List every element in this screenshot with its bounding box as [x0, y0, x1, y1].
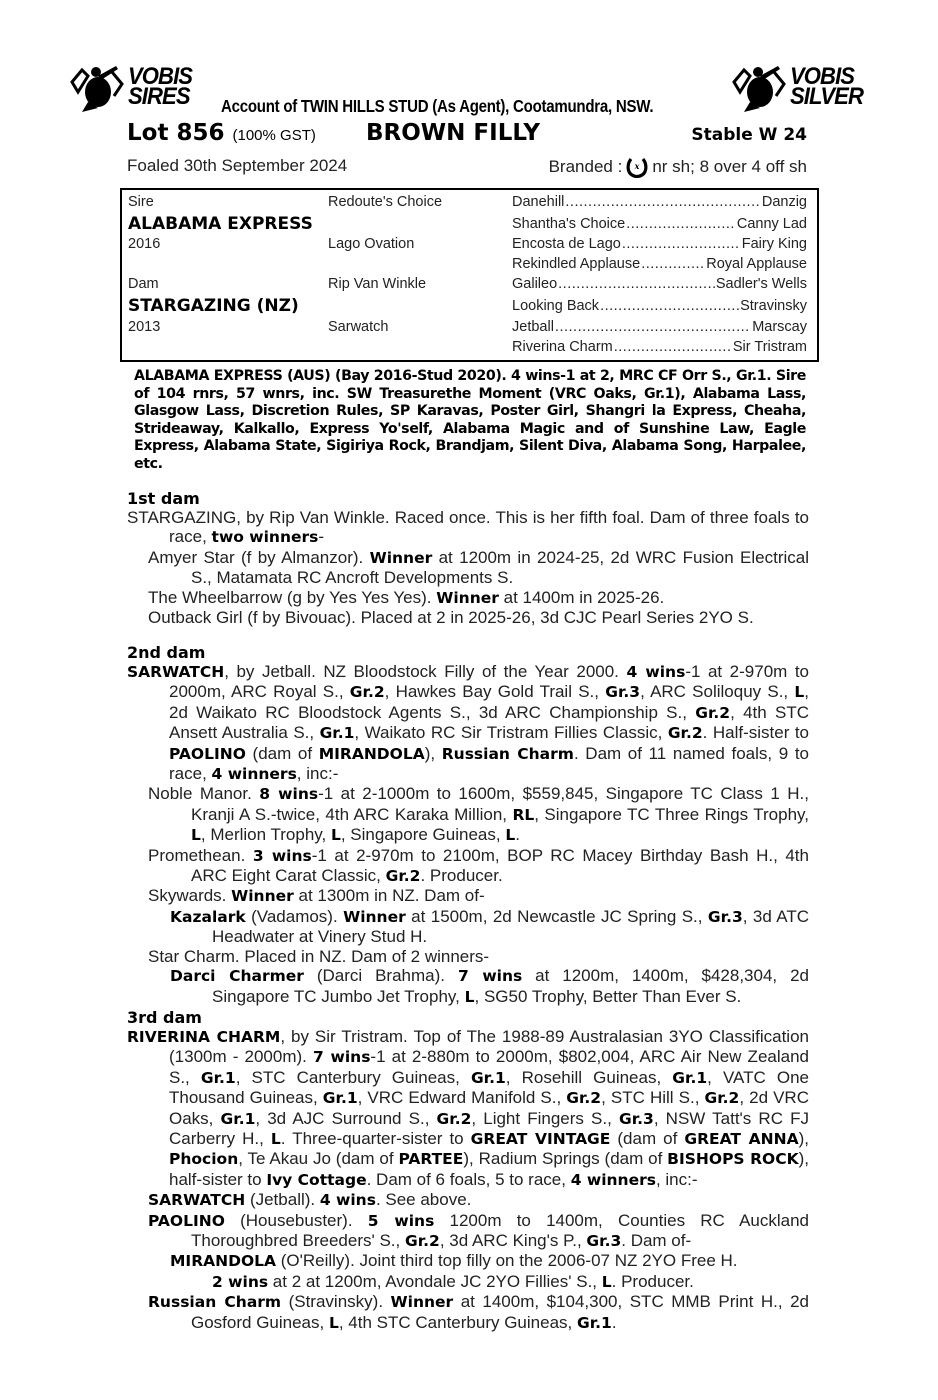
progeny-entry [127, 1292, 809, 1333]
gen3-row [512, 256, 807, 272]
text: at 1500m, 2d Newcastle JC Spring S., [405, 906, 708, 926]
text: . Three-quarter-sister to [280, 1129, 471, 1149]
result: Winner [390, 1293, 454, 1312]
winners-count: 4 winners [570, 1170, 656, 1189]
text: (Vadamos). [245, 906, 344, 926]
result: Winner [231, 887, 294, 906]
branded-label: Branded : [548, 157, 623, 176]
dam-intro [127, 1027, 809, 1190]
text: , 3d ATC Headwater at Vinery Stud H. [212, 906, 809, 947]
progeny-entry [127, 588, 809, 608]
leader-dots [555, 319, 751, 335]
grade: Gr.1 [470, 1068, 506, 1087]
gen3-row [512, 276, 807, 292]
lot-header [127, 118, 809, 150]
grade: Gr.3 [618, 1109, 654, 1128]
grade: Gr.2 [385, 867, 421, 886]
text: Noble Manor. [148, 784, 260, 804]
jockey-horse-icon [730, 62, 788, 112]
text: . Half-sister to [702, 723, 810, 743]
progeny-entry [127, 1190, 809, 1210]
text: . [611, 1312, 617, 1332]
progeny-entry [127, 1211, 809, 1252]
text: at 2 at 1200m, Avondale JC 2YO Fillies' S., [268, 1271, 602, 1291]
grade: L [330, 826, 341, 845]
result: Winner [436, 588, 499, 607]
text: , 2d Waikato RC Bloodstock Agents S., 3d ARC Championship S., [169, 682, 809, 722]
horse-name: Russian Charm [441, 744, 574, 763]
gen3-row [512, 236, 807, 252]
text: (Darci Brahma). [303, 966, 458, 986]
gen3-right: Marscay [752, 319, 807, 335]
jockey-horse-icon [68, 62, 126, 112]
progeny-entry [127, 886, 809, 906]
horse-name: PAOLINO [169, 744, 246, 763]
gen3-right: Stravinsky [740, 298, 807, 314]
progeny-entry [127, 947, 809, 966]
dam-name: STARGAZING (NZ) [128, 296, 299, 316]
text: ), Radium Springs (dam of [463, 1149, 668, 1169]
text: , Singapore Guineas, [340, 825, 506, 845]
lot-label: Lot 856 [127, 120, 225, 146]
gen3-left: Jetball [512, 319, 554, 335]
text: ), half-sister to [169, 1149, 810, 1189]
text: , Waikato RC Sir Tristram Fillies Classic, [354, 723, 668, 743]
grade: RL [512, 805, 535, 824]
horse-name: SARWATCH [148, 1191, 246, 1210]
text: -1 at 2-970m to 2000m, ARC Royal S., [169, 662, 810, 702]
text: Outback Girl (f by Bivouac). Placed at 2 in 2025-26, 3d CJC Pearl Series 2YO S. [148, 608, 754, 628]
text: . Producer. [420, 866, 503, 886]
gen3-row [512, 298, 807, 314]
grade: L [505, 826, 516, 845]
grade: Gr.2 [436, 1109, 472, 1128]
text: . Dam of 6 foals, 5 to race, [366, 1169, 571, 1189]
text: -1 at 2-1000m to 1600m, $559,845, Singapore TC Class 1 H., Kranji A S.-twice, 4th ARC Karaka Million, [191, 784, 809, 824]
gst-note: (100% GST) [232, 127, 316, 144]
lot-sex-colour: BROWN FILLY [366, 120, 541, 146]
foaled-date: Foaled 30th September 2024 [127, 156, 348, 175]
gen3-left: Danehill [512, 194, 565, 210]
horse-name: Kazalark [170, 907, 246, 926]
text: . Dam of 11 named foals, 9 to race, [169, 743, 810, 784]
gen3-right: Canny Lad [736, 216, 807, 232]
grade: L [270, 1130, 281, 1149]
text: , Rosehill Guineas, [505, 1067, 673, 1087]
section-heading: 3rd dam [127, 1008, 202, 1027]
text: , inc:- [296, 764, 339, 784]
gen3-right: Royal Applause [706, 256, 807, 272]
text: , ARC Soliloquy S., [640, 682, 795, 702]
text: ), [798, 1129, 809, 1149]
text: (dam of [245, 743, 319, 763]
gen3-left: Encosta de Lago [512, 236, 621, 252]
grade: L [464, 987, 475, 1006]
grand-progeny-entry [127, 907, 809, 947]
text: , Hawkes Bay Gold Trail S., [384, 682, 606, 702]
sire-year: 2016 [128, 236, 161, 252]
leader-dots [565, 194, 760, 210]
text: , Te Akau Jo (dam of [238, 1149, 399, 1169]
leader-dots [626, 216, 736, 232]
lot-number [127, 120, 316, 146]
horse-name: Phocion [169, 1150, 239, 1169]
grade: Gr.3 [605, 683, 641, 702]
dam-name: SARWATCH [127, 663, 225, 681]
grade: Gr.3 [586, 1232, 622, 1251]
vendor-account: Account of TWIN HILLS STUD (As Agent), Cootamundra, NSW. [221, 96, 654, 116]
gen3-row [512, 216, 807, 232]
gen3-row [512, 194, 807, 210]
grand-progeny-entry [127, 966, 809, 1007]
horse-name: Russian Charm [148, 1293, 282, 1312]
stable-location: Stable W 24 [691, 125, 807, 145]
vobis-silver-logo [730, 62, 869, 112]
sire-dam: Lago Ovation [328, 236, 415, 252]
winners-count: 4 winners [211, 765, 297, 784]
dam-sire: Rip Van Winkle [328, 276, 427, 292]
grade: Gr.1 [220, 1109, 256, 1128]
grade: Gr.1 [576, 1313, 612, 1332]
leader-dots [600, 298, 739, 314]
text: Star Charm. Placed in NZ. Dam of 2 winners- [148, 946, 490, 966]
text: at 1400m in 2025-26. [498, 587, 665, 607]
section-heading: 1st dam [127, 489, 200, 508]
gen3-left: Rekindled Applause [512, 256, 641, 272]
branded-text: nr sh; 8 over 4 off sh [652, 157, 807, 176]
sire-label: Sire [128, 194, 154, 210]
first-dam-section [127, 489, 809, 627]
horse-name: Ivy Cottage [266, 1170, 367, 1189]
sire-name: ALABAMA EXPRESS [128, 214, 313, 234]
grade: Gr.1 [672, 1068, 708, 1087]
horse-name: PAOLINO [148, 1211, 225, 1230]
vobis-sires-logo [68, 62, 198, 112]
text: , 3d ARC King's P., [439, 1231, 587, 1251]
dam-intro [127, 662, 809, 784]
wins: 2 wins [212, 1272, 269, 1291]
text: Skywards. [148, 886, 232, 906]
result: Winner [343, 907, 406, 926]
horse-name: MIRANDOLA [170, 1252, 277, 1271]
horse-name: GREAT ANNA [684, 1130, 799, 1149]
grade: L [601, 1272, 612, 1291]
text: at 1200m in 2024-25, 2d WRC Fusion Electrical S., Matamata RC Ancroft Developments S. [191, 547, 809, 588]
horse-name: Darci Charmer [170, 967, 304, 986]
text: The Wheelbarrow (g by Yes Yes Yes). [148, 587, 437, 607]
horseshoe-brand-icon [626, 156, 648, 178]
text: , STC Canterbury Guineas, [235, 1067, 471, 1087]
text: , SG50 Trophy, Better Than Ever S. [474, 986, 742, 1006]
text: (Stravinsky). [281, 1292, 391, 1312]
wins: 7 wins [457, 967, 523, 986]
gen3-left: Shantha's Choice [512, 216, 626, 232]
grade: L [794, 683, 805, 702]
text: . Dam of- [621, 1231, 692, 1251]
grade: Gr.2 [695, 703, 731, 722]
brand-description [549, 156, 807, 178]
dam-label: Dam [128, 276, 159, 292]
text: , VATC One Thousand Guineas, [169, 1067, 809, 1108]
gen3-left: Looking Back [512, 298, 600, 314]
text: at 1400m, $104,300, STC MMB Print H., 2d Gosford Guineas, [191, 1292, 809, 1332]
grade: Gr.2 [566, 1089, 602, 1108]
second-dam-section [127, 643, 809, 1007]
text: , 4th STC Ansett Australia S., [169, 702, 809, 743]
result: Winner [369, 548, 433, 567]
text: Amyer Star (f by Almanzor). [148, 547, 370, 567]
text: , Light Fingers S., [471, 1108, 619, 1128]
text: -1 at 2-880m to 2000m, $802,004, ARC Air New Zealand S., [169, 1047, 809, 1087]
logo-left-line1: VOBIS [128, 63, 193, 90]
horse-name: BISHOPS ROCK [667, 1150, 799, 1169]
text: , 4th STC Canterbury Guineas, [338, 1312, 577, 1332]
section-heading: 2nd dam [127, 643, 206, 662]
grand-progeny-entry [127, 1251, 809, 1271]
leader-dots [622, 236, 741, 252]
text: . See above. [375, 1190, 472, 1210]
grade: Gr.3 [707, 907, 743, 926]
wins: 7 wins [312, 1048, 371, 1067]
gen3-right: Danzig [761, 194, 807, 210]
text: . [515, 825, 520, 845]
text: , Singapore TC Three Rings Trophy, [534, 804, 809, 824]
grade: Gr.2 [667, 724, 703, 743]
sire-summary: ALABAMA EXPRESS (AUS) (Bay 2016-Stud 2020). 4 wins-1 at 2, MRC CF Orr S., Gr.1. Sire of 104 rnrs, 57 wnrs, inc. SW Treasurethe Moment (VRC Oaks, Gr.1), Alabama Lass, Glasgow Lass, Discretion Rules, SP Karavas, Poster Girl, Shangri la Express, Cheaha, Strideaway, Kalkallo, Express Yo'self, Alabama Magic and of Sunshine Law, Eagle Express, Alabama State, Sigiriya Rock, Brandjam, Silent Diva, Alabama Song, Harpalee, etc. [134, 368, 806, 472]
grade: Gr.1 [200, 1068, 236, 1087]
progeny-entry [127, 548, 809, 588]
horse-name: PARTEE [398, 1150, 464, 1169]
text: , NSW Tatt's RC FJ Carberry H., [169, 1108, 809, 1149]
leader-dots [558, 276, 715, 292]
grade: Gr.1 [322, 1089, 358, 1108]
wins: 5 wins [367, 1211, 435, 1230]
leader-dots [641, 256, 705, 272]
logo-right-line2: SILVER [790, 83, 864, 110]
dam-year: 2013 [128, 319, 161, 335]
text: , 3d AJC Surround S., [255, 1108, 437, 1128]
grand-progeny-entry-cont [127, 1272, 809, 1292]
svg-text:x: x [634, 161, 640, 171]
text: , by Jetball. NZ Bloodstock Filly of the Year 2000. [224, 662, 627, 681]
gen3-left: Galileo [512, 276, 558, 292]
text: , 2d VRC Oaks, [169, 1088, 809, 1128]
sire-sire: Redoute's Choice [328, 194, 443, 210]
text: at 1200m, 1400m, $428,304, 2d Singapore TC Jumbo Jet Trophy, [212, 966, 809, 1006]
text: , VRC Edward Manifold S., [357, 1088, 567, 1108]
text: STARGAZING, by Rip Van Winkle. Raced once. This is her fifth foal. Dam of three foals to race, [127, 508, 809, 547]
text: at 1300m in NZ. Dam of- [293, 886, 485, 906]
text: 1200m to 1400m, Counties RC Auckland Thoroughbred Breeders' S., [191, 1210, 810, 1251]
wins: 4 wins [626, 663, 686, 681]
text: (O'Reilly). Joint third top filly on the 2006-07 NZ 2YO Free H. [276, 1251, 738, 1271]
logo-right-line1: VOBIS [790, 63, 855, 90]
wins: 8 wins [259, 785, 319, 804]
text: , inc:- [655, 1169, 698, 1189]
text: , STC Hill S., [601, 1088, 705, 1108]
third-dam-section [127, 1008, 809, 1333]
leader-dots [614, 339, 732, 355]
pedigree-table [120, 188, 819, 362]
horse-name: MIRANDOLA [318, 744, 425, 763]
dam-intro [127, 508, 809, 548]
text: . Producer. [611, 1271, 694, 1291]
dam-name: RIVERINA CHARM [127, 1028, 281, 1046]
gen3-row [512, 319, 807, 335]
text: (dam of [610, 1129, 685, 1149]
progeny-entry [127, 784, 809, 845]
wins: 3 wins [252, 846, 312, 865]
grade: L [328, 1313, 339, 1332]
text: (Jetball). [245, 1190, 320, 1210]
grade: Gr.2 [704, 1089, 740, 1108]
text: ), [424, 743, 442, 763]
grade: L [191, 826, 201, 845]
gen3-right: Sir Tristram [732, 339, 807, 355]
gen3-left: Riverina Charm [512, 339, 613, 355]
text: -1 at 2-970m to 2100m, BOP RC Macey Birthday Bash H., 4th ARC Eight Carat Classic, [191, 845, 809, 886]
gen3-right: Fairy King [741, 236, 807, 252]
logo-left-line2: SIRES [128, 83, 190, 110]
wins: 4 wins [319, 1191, 376, 1210]
dam-dam: Sarwatch [328, 319, 389, 335]
winners-count: two winners [211, 528, 319, 547]
horse-name: GREAT VINTAGE [470, 1130, 611, 1149]
text: (Housebuster). [224, 1210, 368, 1230]
progeny-entry [127, 846, 809, 887]
text: , Merlion Trophy, [200, 825, 331, 845]
gen3-row [512, 339, 807, 355]
text: - [318, 527, 325, 547]
grade: Gr.1 [319, 724, 355, 743]
grade: Gr.2 [404, 1232, 440, 1251]
text: , by Sir Tristram. Top of The 1988-89 Australasian 3YO Classification (1300m - 2000m). [169, 1027, 809, 1067]
progeny-entry [127, 608, 809, 627]
text: Promethean. [148, 845, 253, 865]
gen3-right: Sadler's Wells [715, 276, 807, 292]
grade: Gr.2 [349, 683, 385, 702]
